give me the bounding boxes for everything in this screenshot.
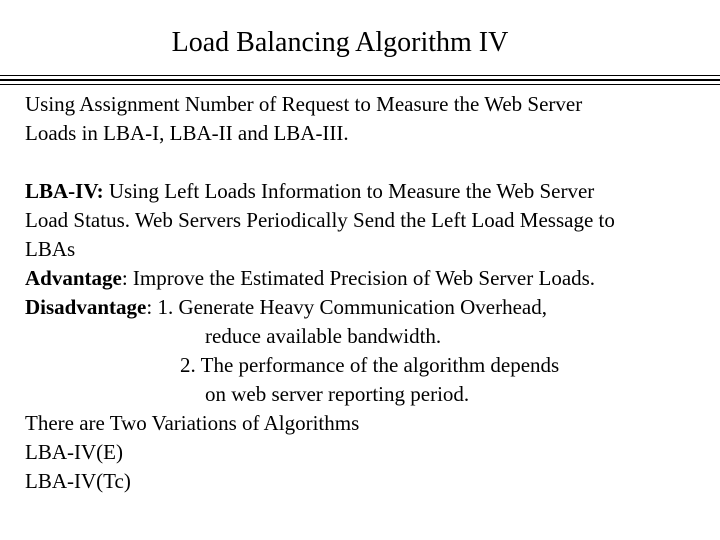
slide-body	[25, 90, 715, 496]
disadvantage-item-1: : 1. Generate Heavy Communication Overhead,	[146, 295, 547, 319]
disadvantage-item-1-continued: reduce available bandwidth.	[205, 324, 442, 348]
disadvantage-item-2: 2. The performance of the algorithm depends	[180, 353, 560, 377]
spacer	[25, 148, 715, 177]
intro-line-1: Using Assignment Number of Request to Measure the Web Server	[25, 92, 583, 116]
lba4-label: LBA-IV:	[25, 179, 104, 203]
disadvantage-line-1	[25, 293, 715, 322]
lba4-line-1	[25, 177, 715, 206]
lba4-line-2: Load Status. Web Servers Periodically Send the Left Load Message to	[25, 208, 615, 232]
lba4-line-3: LBAs	[25, 237, 76, 261]
variation-item-1: LBA-IV(E)	[25, 440, 123, 464]
disadvantage-label: Disadvantage	[25, 295, 147, 319]
variation-item-2: LBA-IV(Tc)	[25, 469, 131, 493]
advantage-line	[25, 264, 715, 293]
variations-heading: There are Two Variations of Algorithms	[25, 411, 360, 435]
advantage-text: : Improve the Estimated Precision of Web Server Loads.	[121, 266, 596, 290]
intro-line-2: Loads in LBA-I, LBA-II and LBA-III.	[25, 121, 349, 145]
title-divider-middle	[0, 79, 720, 81]
title-divider-bottom	[0, 84, 720, 85]
lba4-text-1: Using Left Loads Information to Measure the Web Server	[103, 179, 595, 203]
disadvantage-item-2-continued: on web server reporting period.	[205, 382, 470, 406]
advantage-label: Advantage	[25, 266, 122, 290]
title-divider-top	[0, 75, 720, 76]
slide-title: Load Balancing Algorithm IV	[171, 27, 509, 58]
